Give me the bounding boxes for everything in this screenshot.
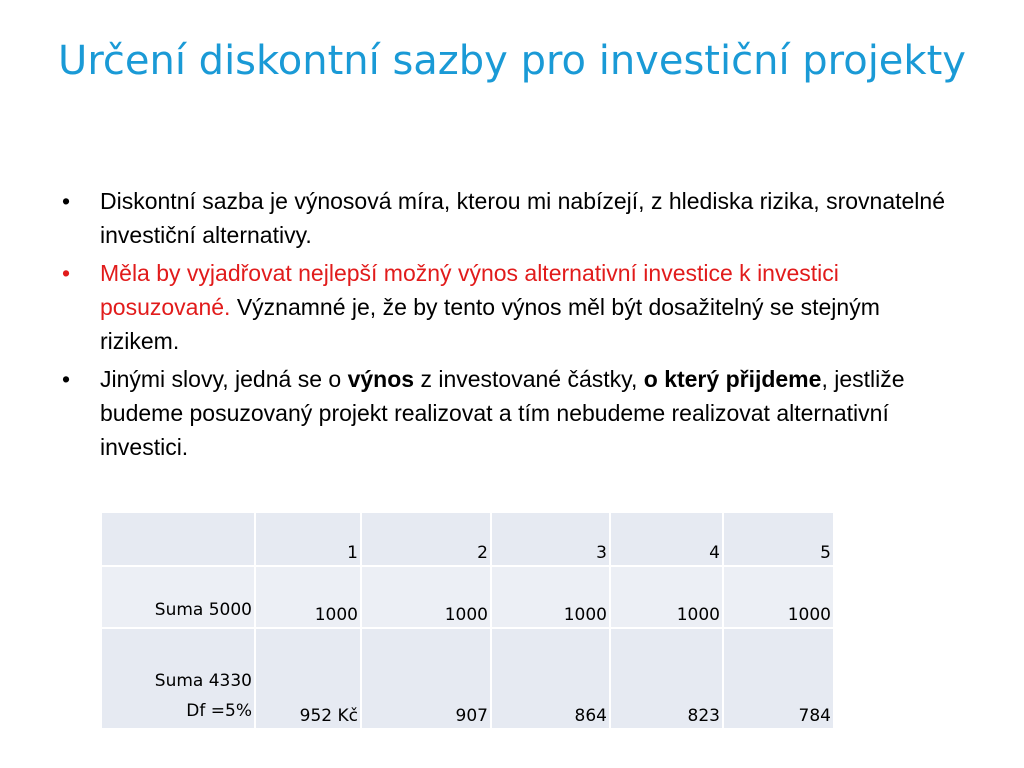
bullet-text: Diskontní sazba je výnosová míra, kterou mi nabízejí, z hlediska rizika, srovnatelné investiční alternativy.	[100, 188, 945, 248]
bullet-item	[62, 362, 952, 464]
table-cell: 1000	[723, 566, 834, 628]
bullet-text: , jestliže budeme posuzovaný projekt realizovat a tím nebudeme realizovat alternativní investici.	[100, 366, 905, 460]
bullet-text-highlight: Měla by vyjadřovat nejlepší možný výnos alternativní investice k investici posuzované.	[100, 260, 839, 320]
table-header-row	[102, 513, 834, 566]
bullet-marker: •	[62, 366, 71, 392]
table-cell: 952 Kč	[255, 628, 361, 729]
bullet-text: z investované částky,	[414, 366, 644, 392]
bullet-list	[62, 184, 952, 468]
table-cell: 2	[361, 513, 491, 566]
table-cell: 1000	[610, 566, 723, 628]
row-label-line: Suma 5000	[154, 600, 252, 620]
table-cell: 1000	[255, 566, 361, 628]
table-cell: 4	[610, 513, 723, 566]
bullet-marker: •	[62, 188, 71, 214]
table-cell: 907	[361, 628, 491, 729]
bullet-text-bold: o který přijdeme	[643, 366, 822, 392]
bullet-item	[62, 184, 952, 252]
row-label-line: Suma 4330	[154, 671, 252, 691]
slide-title: Určení diskontní sazby pro investiční projekty	[58, 38, 966, 84]
table-cell: 1000	[361, 566, 491, 628]
bullet-text-bold: výnos	[347, 366, 415, 392]
table-cell: 5	[723, 513, 834, 566]
bullet-item	[62, 256, 952, 358]
bullet-text: Významné je, že by tento výnos měl být dosažitelný se stejným rizikem.	[100, 294, 880, 354]
table-cell: 1	[255, 513, 361, 566]
table-cell: 784	[723, 628, 834, 729]
table-cell: 864	[491, 628, 610, 729]
table-row	[102, 628, 834, 729]
row-label-line: Df =5%	[186, 701, 252, 721]
row-label	[102, 566, 255, 628]
table-cell: 823	[610, 628, 723, 729]
table-cell: 1000	[491, 566, 610, 628]
bullet-marker: •	[62, 260, 71, 286]
table-cell: 3	[491, 513, 610, 566]
bullet-text: Jinými slovy, jedná se o	[100, 366, 348, 392]
table-cell	[102, 513, 255, 566]
cashflow-table	[102, 513, 835, 730]
row-label	[102, 628, 255, 729]
table-row	[102, 566, 834, 628]
